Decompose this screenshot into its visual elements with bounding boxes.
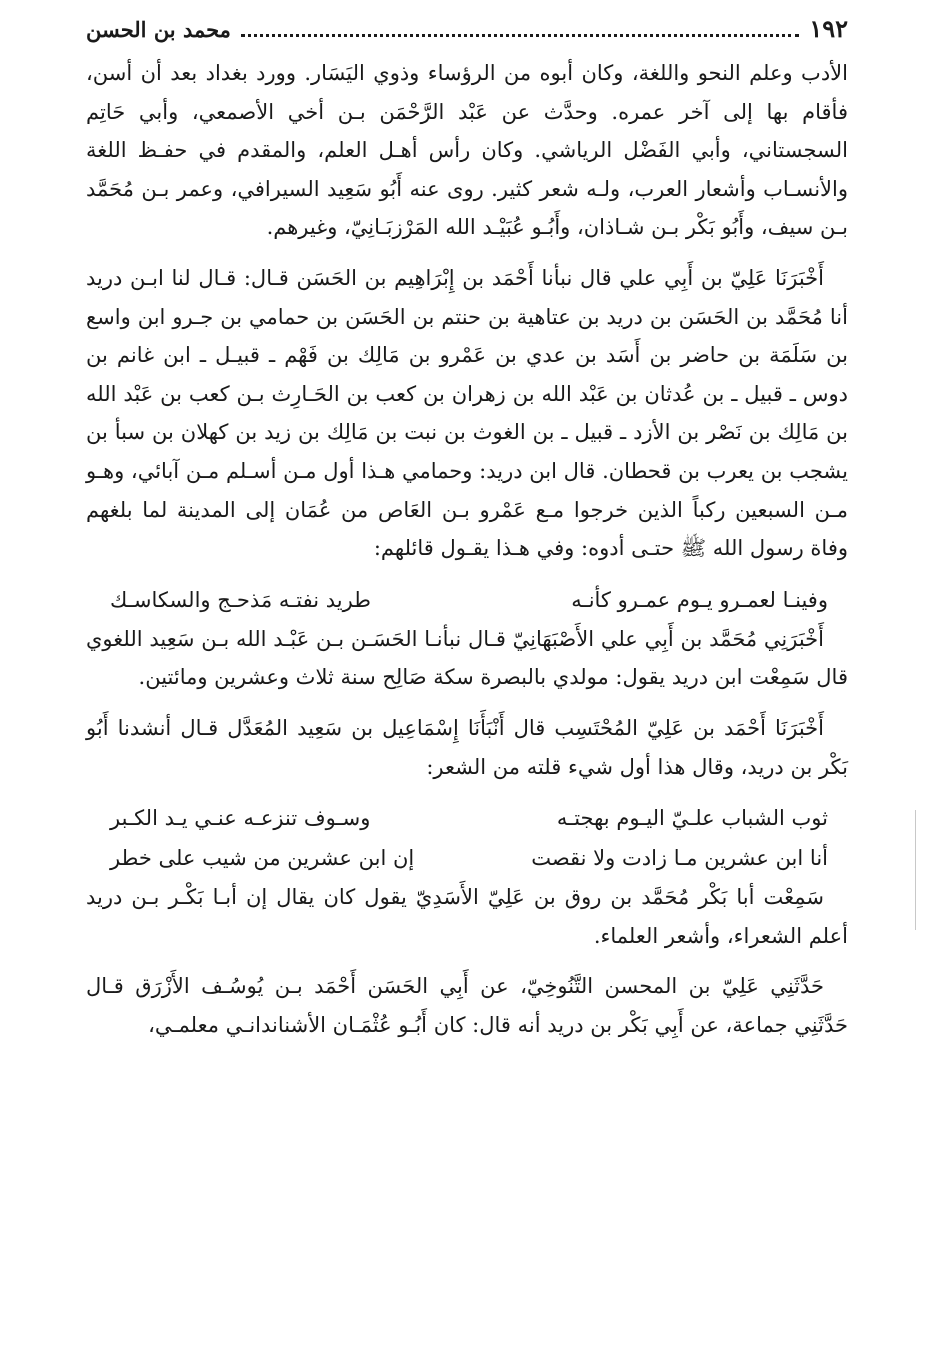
verse-second-hemistich: طريد نفتـه مَذحـج والسكاسـك xyxy=(110,587,371,612)
header-dot-leader xyxy=(241,20,799,37)
verse-second-hemistich: وسـوف تنزعـه عنـي يـد الكـبر xyxy=(110,806,371,831)
verse-second-hemistich: إن ابن عشرين من شيب على خطر xyxy=(110,846,415,871)
verse-line xyxy=(86,580,848,620)
page-header xyxy=(86,14,848,54)
paragraph-birth: أَخْبَرَنِي مُحَمَّد بن أَبِي علي الأَصْبَهَانِيّ قـال نبأنـا الحَسَـن بـن عَبْـد الله بـن سَعِيد اللغوي قال سَمِعْت ابن دريد يقول: مولدي بالبصرة سكة صَالِح سنة ثلاث وعشرين ومائتين. xyxy=(86,626,848,690)
verse-first-hemistich: ثوب الشباب علـيّ اليـوم بهجتـه xyxy=(556,806,828,831)
paragraph-first-poem: أَخْبَرَنَا أَحْمَد بن عَلِيّ المُحْتَسِب قال أَنْبَأَنَا إِسْمَاعِيل بن سَعِيد المُعَدَّل قـال أنشدنا أَبُو بَكْر بن دريد، وقال هذا أول شيء قلته من الشعر: xyxy=(86,715,848,779)
paragraph-teacher: حَدَّثَنِي عَلِيّ بن المحسن التَّنُوخِيّ، عن أَبِي الحَسَن أَحْمَد بـن يُوسُـف الأَزْرَق قـال حَدَّثَنِي جماعة، عن أَبِي بَكْر بن دريد أنه قال: كان أَبُـو عُثْمَـان الأشناندانـي معلمـي، xyxy=(86,974,848,1037)
verse-line xyxy=(86,798,848,838)
running-title: محمد بن الحسن xyxy=(86,17,231,42)
book-page xyxy=(86,14,848,1044)
verse-line xyxy=(86,838,848,878)
scan-margin-line xyxy=(915,810,916,930)
paragraph-biography: الأدب وعلم النحو واللغة، وكان أبوه من الرؤساء وذوي اليَسَار. وورد بغداد بعد أن أسن، فأقام بها إلى آخر عمره. وحدَّث عن عَبْد الرَّحْمَن بـن أخي الأصمعي، وأبي حَاتِم السجستاني، وأبي الفَضْل الرياشي. وكان رأس أهـل العلم، والمقدم في حفـظ اللغة والأنسـاب وأشعار العرب، ولـه شعر كثير. روى عنه أَبُو سَعِيد السيرافي، وعمر بـن مُحَمَّد بـن سيف، وأَبُو بَكْر بـن شـاذان، وأَبُـو عُبَيْـد الله المَرْزبَـانِيّ، وغيرهم. xyxy=(86,61,848,240)
paragraph-praise: سَمِعْت أبا بَكْر مُحَمَّد بن روق بن عَلِيّ الأَسَدِيّ يقول كان يقال إن أبـا بَكْـر بـن دريد أعلم الشعراء، وأشعر العلماء. xyxy=(86,885,848,948)
paragraph-lineage: أَخْبَرَنَا عَلِيّ بن أَبِي علي قال نبأنا أَحْمَد بن إِبْرَاهِيم بن الحَسَن قـال: قـال لنا ابـن دريد أنا مُحَمَّد بن الحَسَن بن دريد بن عتاهية بن حنتم بن الحَسَن بن حمامي بن جـرو ابن واسع بن سَلَمَة بن حاضر بن أَسَد بن عدي بن عَمْرو بن مَالِك بن فَهْم ـ قبيـل ـ ابن غانم بن دوس ـ قبيل ـ بن عُدثان بن عَبْد الله بن زهران بن كعب بن الحَـارِث بـن كعب بن عَبْد الله بن مَالِك بن نَصْر بن الأزد ـ قبيل ـ بن الغوث بن نبت بن مَالِك بن زيد بن كهلان بن سبأ بن يشجب بن يعرب بن قحطان. قال ابن دريد: وحمامي هـذا أول مـن أسـلم مـن آبائي، وهـو مـن السبعين ركباً الذين خرجوا مـع عَمْرو بـن العَاص من عُمَان إلى المدينة لما بلغهم وفاة رسول الله ﷺ حتـى أدوه: وفي هـذا يقـول قائلهم: xyxy=(86,265,848,561)
verse-first-hemistich: أنا ابن عشرين مـا زادت ولا نقصت xyxy=(531,846,828,871)
page-number: ١٩٢ xyxy=(809,14,848,43)
verse-first-hemistich: وفينـا لعمـرو يـوم عمـرو كأنـه xyxy=(571,587,828,612)
